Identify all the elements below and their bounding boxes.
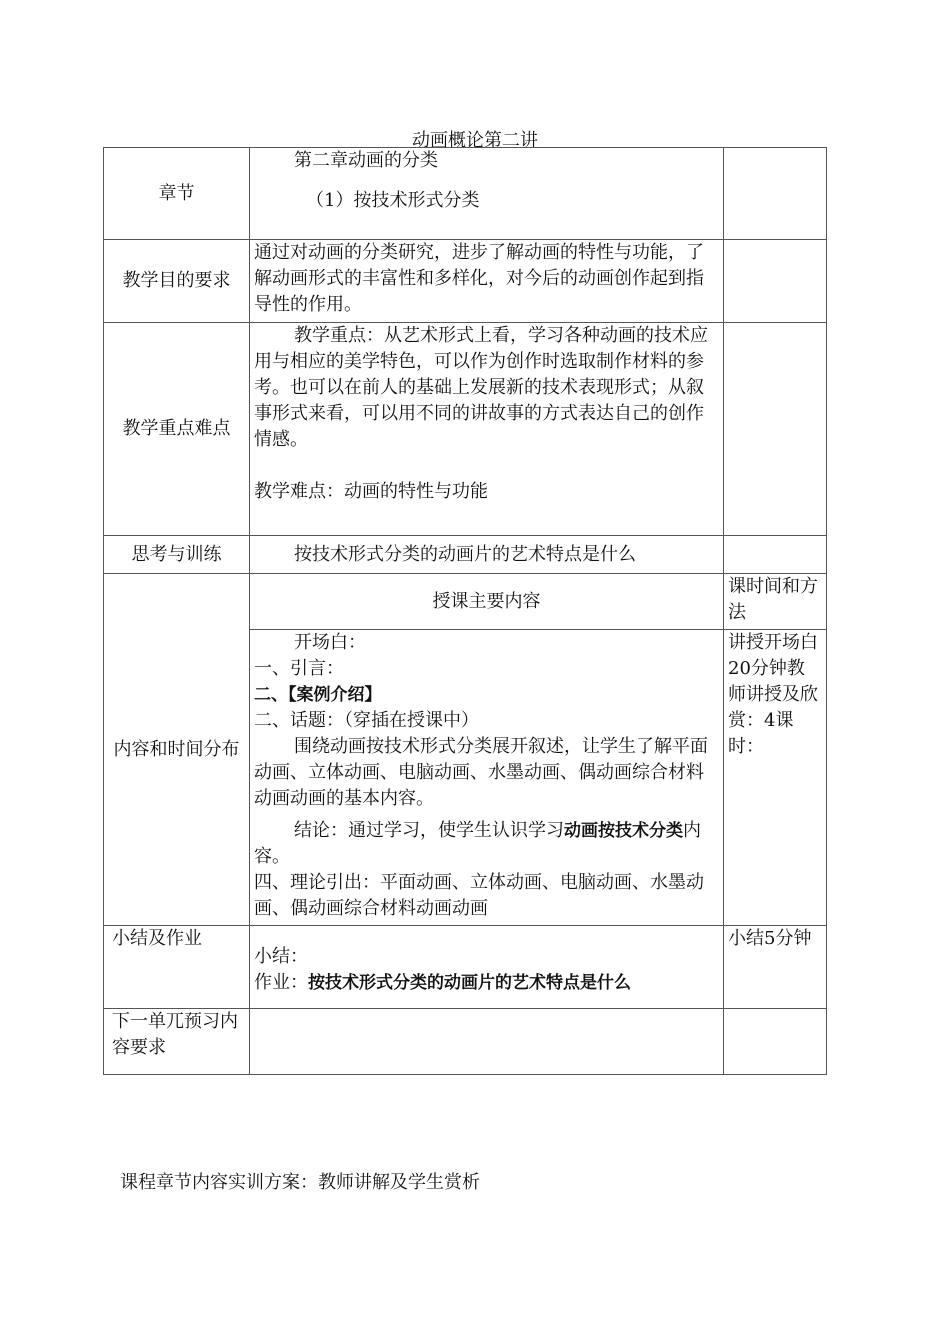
chapter-content — [250, 148, 724, 240]
chapter-label: 章节 — [104, 148, 250, 240]
lesson-plan-table — [103, 147, 827, 1075]
content-body — [250, 630, 724, 926]
row-chapter — [104, 148, 827, 240]
content-header-main: 授课主要内容 — [250, 574, 724, 630]
conclusion-bold: 动画按技术分类 — [564, 821, 683, 841]
preview-label: 下一单兀预习内容要求 — [104, 1009, 250, 1075]
row-thinking — [104, 536, 827, 574]
row-objectives — [104, 240, 827, 323]
summary-label: 小结及作业 — [104, 926, 250, 1009]
key-difficulty-text: 教学难点：动画的特性与功能 — [254, 481, 488, 502]
content-paragraph-2 — [254, 818, 719, 870]
key-points-extra — [724, 323, 827, 536]
thinking-label: 思考与训练 — [104, 536, 250, 574]
content-item-2: 二、【案例介绍】 — [254, 685, 382, 705]
chapter-title: 第二章动画的分类 — [294, 150, 438, 171]
content-header-time: 课时间和方法 — [724, 574, 827, 630]
row-key-points — [104, 323, 827, 536]
key-focus-text: 教学重点：从艺术形式上看，学习各种动画的技术应用与相应的美学特色，可以作为创作时选取制作材料的参考。也可以在前人的基础上发展新的技术表现形式；从叙事形式来看，可以用不同的讲故事的方式表达自己的创作情感。 — [254, 325, 708, 450]
objectives-text: 通过对动画的分类研究，进步了解动画的特性与功能，了解动画形式的丰富性和多样化，对今后的动画创作起到指导性的作用。 — [250, 240, 724, 323]
key-points-label: 教学重点难点 — [104, 323, 250, 536]
key-points-content — [250, 323, 724, 536]
row-content-header — [104, 574, 827, 630]
chapter-subtitle: （1）按技术形式分类 — [306, 190, 480, 211]
preview-content — [250, 1009, 724, 1075]
footer-text: 课程章节内容实训方案：教师讲解及学生赏析 — [120, 1172, 480, 1193]
summary-content — [250, 926, 724, 1009]
content-item-3: 二、话题：（穿插在授课中） — [254, 710, 479, 731]
preview-extra — [724, 1009, 827, 1075]
content-opening: 开场白： — [294, 632, 366, 653]
thinking-text: 按技术形式分类的动画片的艺术特点是什么 — [250, 536, 724, 574]
objectives-label: 教学目的要求 — [104, 240, 250, 323]
content-item-4: 四、理论引出：平面动画、立体动画、电脑动画、水墨动画、偶动画综合材料动画动画 — [254, 872, 704, 919]
conclusion-suffix: 内容。 — [254, 820, 701, 867]
objectives-extra — [724, 240, 827, 323]
content-paragraph-1: 围绕动画按技术形式分类展开叙述，让学生了解平面动画、立体动画、电脑动画、水墨动画、偶动画综合材料动画动画的基本内容。 — [254, 736, 708, 809]
row-summary — [104, 926, 827, 1009]
content-time: 讲授开场白20分钟教师讲授及欣赏：4课时： — [724, 630, 827, 926]
thinking-extra — [724, 536, 827, 574]
document-title: 动画概论第二讲 — [412, 130, 538, 151]
homework-bold: 按技术形式分类的动画片的艺术特点是什么 — [308, 973, 631, 993]
summary-line: 小结： — [254, 946, 308, 967]
homework-prefix: 作业： — [254, 972, 308, 993]
content-label: 内容和时间分布 — [104, 574, 250, 926]
chapter-extra — [724, 148, 827, 240]
conclusion-prefix: 结论：通过学习，使学生认识学习 — [294, 820, 564, 841]
summary-time: 小结5分钟 — [724, 926, 827, 1009]
content-item-1: 一、引言： — [254, 658, 344, 679]
homework-line — [254, 970, 719, 996]
row-preview — [104, 1009, 827, 1075]
